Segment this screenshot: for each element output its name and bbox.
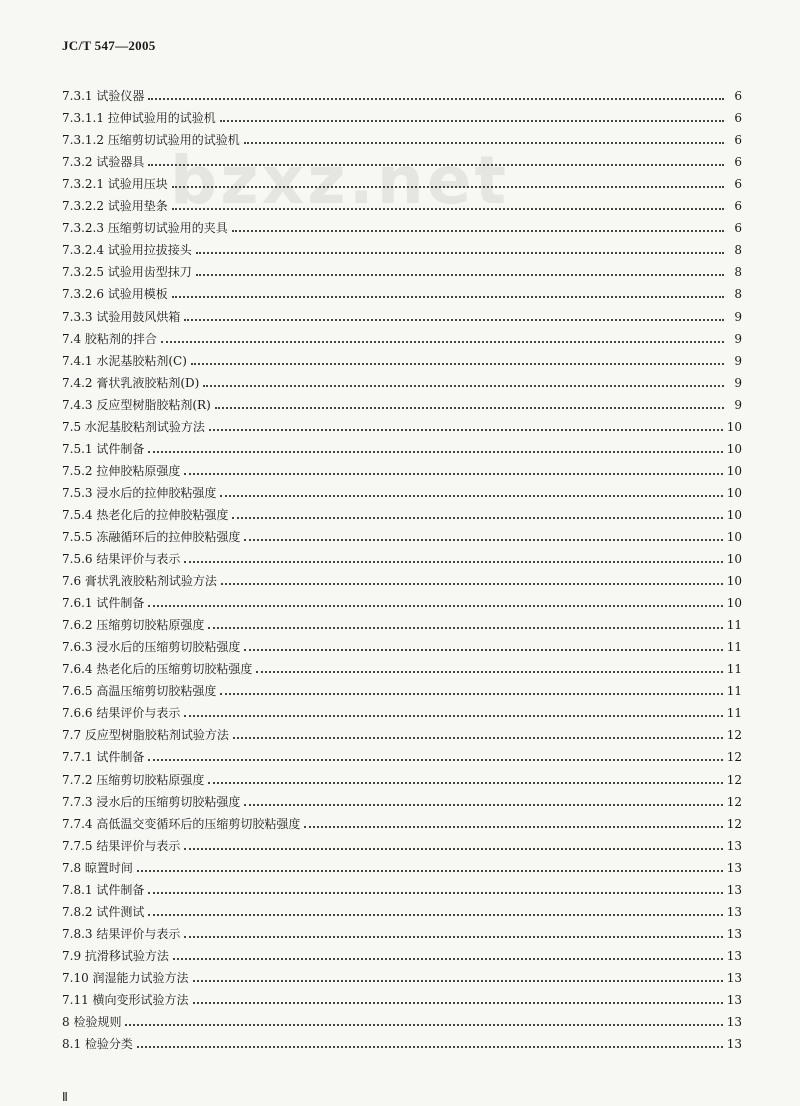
toc-entry-title: 7.6.2 压缩剪切胶粘原强度	[62, 618, 205, 633]
toc-entry[interactable]	[62, 853, 742, 875]
toc-dot-leader	[161, 341, 724, 343]
toc-entry[interactable]	[62, 632, 742, 654]
toc-entry-page: 10	[726, 574, 742, 589]
toc-dot-leader	[244, 649, 722, 651]
toc-entry-page: 12	[726, 772, 742, 787]
toc-entry[interactable]	[62, 434, 742, 456]
toc-entry[interactable]	[62, 676, 742, 698]
toc-entry[interactable]	[62, 831, 742, 853]
toc-entry-title: 7.8.1 试件制备	[62, 882, 145, 897]
toc-dot-leader	[232, 517, 722, 519]
toc-dot-leader	[148, 451, 722, 453]
toc-entry[interactable]	[62, 1029, 742, 1051]
toc-entry-title: 7.5.2 拉伸胶粘原强度	[62, 463, 181, 478]
toc-dot-leader	[215, 407, 724, 409]
toc-entry[interactable]	[62, 235, 742, 257]
toc-entry[interactable]	[62, 324, 742, 346]
toc-entry-page: 6	[734, 89, 742, 104]
toc-entry[interactable]	[62, 125, 742, 147]
toc-entry-title: 7.9 抗滑移试验方法	[62, 948, 169, 963]
toc-entry-title: 7.5 水泥基胶粘剂试验方法	[62, 419, 205, 434]
toc-entry-page: 13	[726, 860, 742, 875]
toc-entry-page: 6	[734, 199, 742, 214]
toc-dot-leader	[209, 429, 723, 431]
toc-dot-leader	[193, 1002, 723, 1004]
toc-entry[interactable]	[62, 566, 742, 588]
toc-entry-page: 6	[734, 111, 742, 126]
toc-dot-leader	[148, 759, 722, 761]
toc-entry-page: 10	[726, 529, 742, 544]
toc-dot-leader	[173, 958, 723, 960]
toc-dot-leader	[196, 252, 724, 254]
toc-entry[interactable]	[62, 81, 742, 103]
toc-entry-page: 13	[726, 1015, 742, 1030]
toc-entry-title: 7.5.5 冻融循环后的拉伸胶粘强度	[62, 529, 241, 544]
toc-dot-leader	[233, 737, 723, 739]
toc-dot-leader	[125, 1024, 722, 1026]
toc-entry-page: 9	[734, 309, 742, 324]
toc-entry-title: 7.3.1.1 拉伸试验用的试验机	[62, 111, 216, 126]
toc-entry-page: 10	[726, 552, 742, 567]
toc-entry[interactable]	[62, 346, 742, 368]
toc-entry[interactable]	[62, 654, 742, 676]
toc-entry[interactable]	[62, 478, 742, 500]
toc-entry-title: 7.3.2.4 试验用拉拔接头	[62, 243, 192, 258]
toc-entry[interactable]	[62, 456, 742, 478]
toc-entry-title: 7.5.4 热老化后的拉伸胶粘强度	[62, 507, 229, 522]
toc-dot-leader	[220, 693, 722, 695]
toc-entry[interactable]	[62, 809, 742, 831]
toc-entry-title: 7.7.4 高低温交变循环后的压缩剪切胶粘强度	[62, 816, 301, 831]
toc-entry-title: 7.7 反应型树脂胶粘剂试验方法	[62, 728, 229, 743]
toc-dot-leader	[184, 319, 724, 321]
toc-entry-page: 6	[734, 221, 742, 236]
toc-dot-leader	[244, 142, 724, 144]
toc-entry-title: 7.3.2.3 压缩剪切试验用的夹具	[62, 221, 228, 236]
toc-entry[interactable]	[62, 191, 742, 213]
toc-dot-leader	[172, 296, 724, 298]
toc-entry[interactable]	[62, 213, 742, 235]
toc-entry-page: 8	[734, 243, 742, 258]
toc-dot-leader	[244, 539, 722, 541]
toc-entry[interactable]	[62, 875, 742, 897]
toc-entry-title: 7.3.3 试验用鼓风烘箱	[62, 309, 181, 324]
page-number: Ⅱ	[62, 1090, 68, 1104]
toc-dot-leader	[203, 385, 724, 387]
toc-entry[interactable]	[62, 412, 742, 434]
toc-entry[interactable]	[62, 1007, 742, 1029]
toc-entry[interactable]	[62, 588, 742, 610]
toc-entry-page: 12	[726, 816, 742, 831]
toc-entry[interactable]	[62, 720, 742, 742]
toc-entry-page: 11	[726, 640, 742, 655]
toc-entry-page: 13	[726, 1037, 742, 1052]
toc-dot-leader	[220, 495, 722, 497]
toc-entry[interactable]	[62, 963, 742, 985]
toc-dot-leader	[193, 980, 723, 982]
toc-dot-leader	[208, 782, 722, 784]
toc-entry-page: 10	[726, 441, 742, 456]
toc-entry[interactable]	[62, 985, 742, 1007]
toc-entry-title: 7.6.1 试件制备	[62, 596, 145, 611]
toc-dot-leader	[184, 936, 722, 938]
toc-dot-leader	[304, 826, 722, 828]
toc-entry-page: 10	[726, 463, 742, 478]
toc-entry-page: 11	[726, 684, 742, 699]
toc-entry-title: 7.8.2 试件测试	[62, 904, 145, 919]
toc-entry-title: 7.7.2 压缩剪切胶粘原强度	[62, 772, 205, 787]
toc-entry-page: 10	[726, 507, 742, 522]
toc-dot-leader	[148, 98, 724, 100]
toc-entry[interactable]	[62, 500, 742, 522]
toc-dot-leader	[256, 671, 722, 673]
toc-dot-leader	[184, 848, 722, 850]
toc-dot-leader	[184, 473, 722, 475]
toc-entry-title: 7.7.5 结果评价与表示	[62, 838, 181, 853]
toc-entry-title: 7.7.3 浸水后的压缩剪切胶粘强度	[62, 794, 241, 809]
toc-entry-title: 7.4.1 水泥基胶粘剂(C)	[62, 353, 187, 368]
toc-dot-leader	[148, 164, 724, 166]
toc-entry[interactable]	[62, 390, 742, 412]
toc-dot-leader	[232, 230, 724, 232]
toc-entry[interactable]	[62, 764, 742, 786]
toc-entry-page: 13	[726, 970, 742, 985]
toc-entry-title: 7.4.2 膏状乳液胶粘剂(D)	[62, 375, 200, 390]
toc-entry-page: 11	[726, 662, 742, 677]
toc-entry-title: 7.6.3 浸水后的压缩剪切胶粘强度	[62, 640, 241, 655]
toc-entry-page: 12	[726, 794, 742, 809]
toc-entry-title: 7.4.3 反应型树脂胶粘剂(R)	[62, 397, 211, 412]
toc-entry-title: 7.8.3 结果评价与表示	[62, 926, 181, 941]
toc-entry-title: 7.4 胶粘剂的拌合	[62, 331, 157, 346]
toc-entry-title: 7.3.2.1 试验用压块	[62, 177, 168, 192]
toc-entry[interactable]	[62, 610, 742, 632]
toc-entry-title: 7.3.2 试验器具	[62, 155, 145, 170]
toc-entry-title: 7.8 晾置时间	[62, 860, 133, 875]
toc-dot-leader	[191, 363, 724, 365]
toc-entry-page: 12	[726, 728, 742, 743]
toc-entry-page: 6	[734, 133, 742, 148]
toc-dot-leader	[244, 804, 722, 806]
toc-entry-title: 7.3.1 试验仪器	[62, 89, 145, 104]
toc-entry-title: 7.5.1 试件制备	[62, 441, 145, 456]
toc-entry[interactable]	[62, 257, 742, 279]
toc-entry-page: 11	[726, 618, 742, 633]
toc-entry-page: 10	[726, 485, 742, 500]
watermark: bzxz.net	[170, 142, 510, 219]
toc-entry-page: 11	[726, 706, 742, 721]
toc-entry-page: 13	[726, 904, 742, 919]
toc-entry[interactable]	[62, 897, 742, 919]
toc-dot-leader	[172, 208, 724, 210]
toc-entry-title: 7.3.2.5 试验用齿型抹刀	[62, 265, 192, 280]
toc-entry-title: 7.3.2.2 试验用垫条	[62, 199, 168, 214]
toc-entry-page: 13	[726, 926, 742, 941]
toc-entry-page: 6	[734, 177, 742, 192]
toc-entry[interactable]	[62, 368, 742, 390]
toc-dot-leader	[137, 1046, 723, 1048]
toc-entry-page: 10	[726, 419, 742, 434]
toc-entry-title: 7.6.5 高温压缩剪切胶粘强度	[62, 684, 217, 699]
toc-entry-title: 7.7.1 试件制备	[62, 750, 145, 765]
toc-entry-title: 7.6 膏状乳液胶粘剂试验方法	[62, 574, 217, 589]
toc-entry[interactable]	[62, 941, 742, 963]
toc-entry-page: 8	[734, 265, 742, 280]
document-header: JC/T 547—2005	[62, 38, 156, 53]
toc-dot-leader	[196, 274, 724, 276]
toc-entry-title: 7.5.3 浸水后的拉伸胶粘强度	[62, 485, 217, 500]
toc-entry[interactable]	[62, 787, 742, 809]
toc-entry-page: 13	[726, 882, 742, 897]
toc-entry-page: 9	[734, 375, 742, 390]
toc-entry-page: 9	[734, 353, 742, 368]
toc-dot-leader	[221, 583, 723, 585]
toc-entry[interactable]	[62, 544, 742, 566]
toc-dot-leader	[184, 715, 722, 717]
toc-entry[interactable]	[62, 279, 742, 301]
toc-entry-page: 6	[734, 155, 742, 170]
toc-dot-leader	[220, 120, 724, 122]
toc-entry-title: 7.10 润湿能力试验方法	[62, 970, 189, 985]
toc-entry-title: 8 检验规则	[62, 1015, 122, 1030]
toc-entry-title: 7.3.1.2 压缩剪切试验用的试验机	[62, 133, 240, 148]
toc-dot-leader	[148, 914, 722, 916]
table-of-contents	[62, 81, 742, 1051]
toc-entry-title: 7.3.2.6 试验用模板	[62, 287, 168, 302]
toc-entry-page: 10	[726, 596, 742, 611]
toc-entry-page: 13	[726, 948, 742, 963]
toc-entry-page: 9	[734, 397, 742, 412]
toc-entry[interactable]	[62, 919, 742, 941]
toc-entry-page: 13	[726, 838, 742, 853]
toc-entry-page: 13	[726, 992, 742, 1007]
toc-dot-leader	[137, 870, 723, 872]
toc-entry-title: 8.1 检验分类	[62, 1037, 133, 1052]
toc-entry-title: 7.6.4 热老化后的压缩剪切胶粘强度	[62, 662, 253, 677]
toc-entry-page: 12	[726, 750, 742, 765]
toc-dot-leader	[172, 186, 724, 188]
toc-entry-title: 7.11 横向变形试验方法	[62, 992, 189, 1007]
toc-entry[interactable]	[62, 698, 742, 720]
toc-entry-page: 8	[734, 287, 742, 302]
toc-entry-page: 9	[734, 331, 742, 346]
toc-entry[interactable]	[62, 169, 742, 191]
toc-dot-leader	[148, 605, 722, 607]
toc-dot-leader	[184, 561, 722, 563]
toc-dot-leader	[148, 892, 722, 894]
toc-entry[interactable]	[62, 301, 742, 323]
toc-entry-title: 7.5.6 结果评价与表示	[62, 552, 181, 567]
toc-entry[interactable]	[62, 742, 742, 764]
toc-entry-title: 7.6.6 结果评价与表示	[62, 706, 181, 721]
toc-entry[interactable]	[62, 103, 742, 125]
toc-entry[interactable]	[62, 147, 742, 169]
toc-entry[interactable]	[62, 522, 742, 544]
toc-dot-leader	[208, 627, 722, 629]
